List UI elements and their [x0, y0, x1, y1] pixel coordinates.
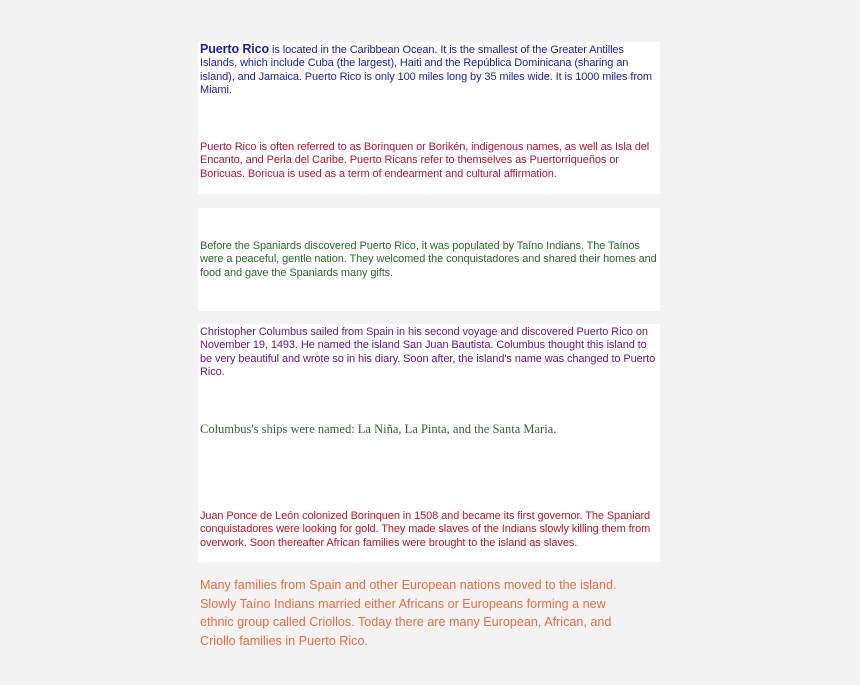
paragraph-location: [200, 43, 660, 98]
paragraph-ponce-de-leon: Juan Ponce de León colonized Borinquen in 1508 and became its first governor. The Spaniard conquistadores were looking for gold. They made slaves of the Indians slowly killing them from overwork. Soon thereafter African families were brought to the island as slaves.: [200, 510, 651, 549]
paragraph-lead-puerto-rico: Puerto Rico: [200, 42, 270, 56]
paragraph-ships: Columbus's ships were named: La Niña, La Pinta, and the Santa Maria.: [200, 422, 557, 436]
paragraph-location-text: is located in the Caribbean Ocean. It is the smallest of the Greater Antilles Islands, which include Cuba (the largest), Haiti and the República Dominicana (sharing an island), and Jamaica. Puerto Rico is only 100 miles long by 35 miles wide. It is 1000 miles from Miami.: [200, 44, 652, 97]
paragraph-criollos: Many families from Spain and other European nations moved to the island. Slowly Taíno Indians married either Africans or Europeans forming a new ethnic group called Criollos. Today there are many European, African, and Criollo families in Puerto Rico.: [200, 578, 617, 648]
paragraph-names: Puerto Rico is often referred to as Borinquen or Borikén, indigenous names, as well as Isla del Encanto, and Perla del Caribe. Puerto Ricans refer to themselves as Puertorriqueños or Boricuas. Boricua is used as a term of endearment and cultural affirmation.: [200, 141, 650, 180]
paragraph-columbus: Christopher Columbus sailed from Spain in his second voyage and discovered Puerto Rico on November 19, 1493. He named the island San Juan Bautista. Columbus thought this island to be very beautiful and wrote so in his diary. Soon after, the island's name was changed to Puerto Rico.: [200, 326, 656, 379]
paragraph-taino: Before the Spaniards discovered Puerto Rico, it was populated by Taíno Indians. The Taínos were a peaceful, gentle nation. They welcomed the conquistadores and shared their homes and food and gave the Spaniards many gifts.: [200, 240, 657, 279]
